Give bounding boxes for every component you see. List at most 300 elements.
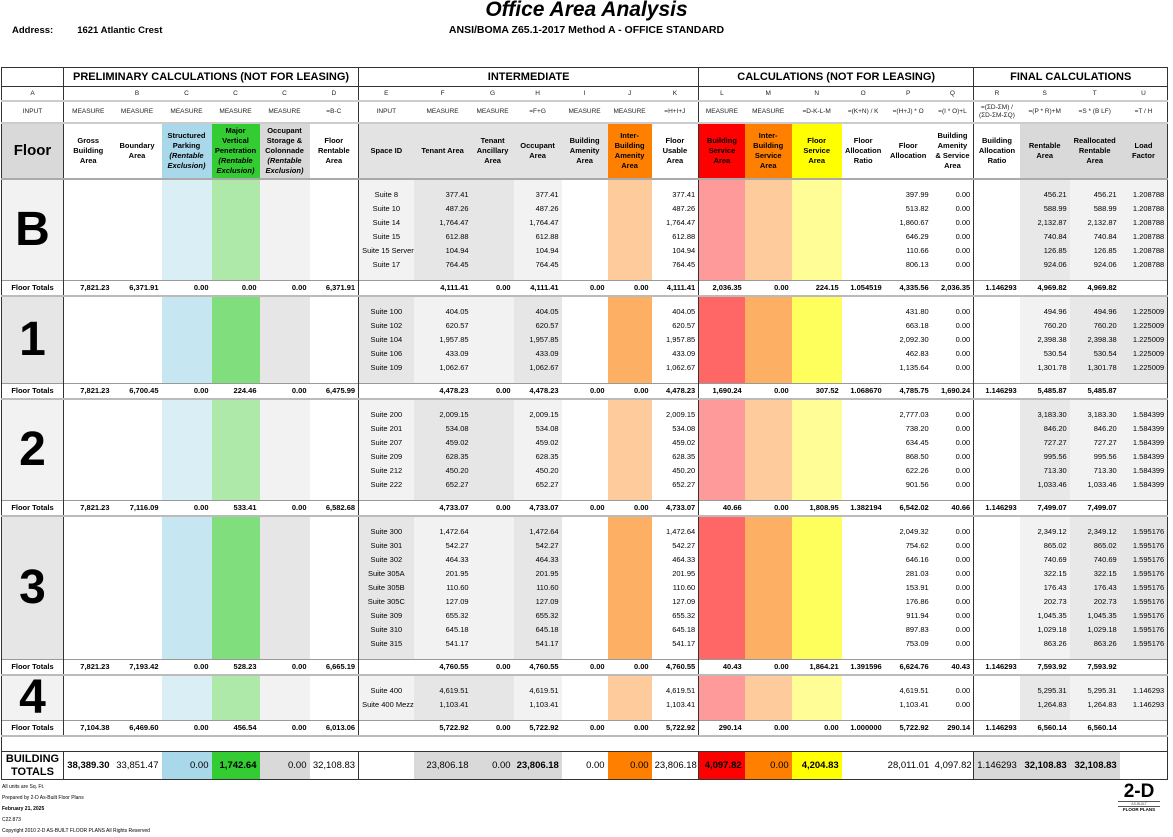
- cell-space: Suite 102: [359, 319, 414, 333]
- cell-storage: [260, 623, 310, 637]
- cell-rent: 494.96: [1020, 305, 1070, 319]
- cell-space: Suite 109: [359, 361, 414, 375]
- cell-rent: 846.20: [1020, 422, 1070, 436]
- cell-fsvc: [792, 258, 842, 272]
- cell-falloc: 2,049.32: [899, 527, 929, 536]
- cell-ancil: [472, 684, 514, 698]
- total-oratio: 1.382194: [842, 501, 885, 517]
- spacer-cell: [1070, 272, 1120, 281]
- spacer-cell: [1020, 272, 1070, 281]
- spacer-cell: [745, 516, 792, 525]
- cell-boundary: [113, 525, 162, 539]
- spacer-cell: [64, 651, 113, 660]
- cell-gross: [64, 464, 113, 478]
- building-total-mvp: 1,742.64: [212, 752, 260, 780]
- suite-row: [2, 567, 1168, 581]
- cell-space: Suite 106: [359, 347, 414, 361]
- cell-frent: [310, 305, 359, 319]
- spacer-cell: [260, 675, 310, 684]
- cell-bsvc: [699, 609, 745, 623]
- cell-tenant: 110.60: [414, 581, 472, 595]
- spacer-cell: [514, 675, 562, 684]
- spacer-cell: [113, 712, 162, 721]
- building-total-frent: 32,108.83: [310, 752, 359, 780]
- cell-bratio: [974, 464, 1020, 478]
- spacer-cell: [932, 296, 974, 305]
- suite-row: [2, 478, 1168, 492]
- cell-iamen: [608, 539, 652, 553]
- cell-mvp: [212, 478, 260, 492]
- cell-usable: 655.32: [652, 609, 699, 623]
- total-storage: 0.00: [260, 721, 310, 737]
- logo-main: 2-D: [1123, 781, 1155, 802]
- cell-iamen: [608, 408, 652, 422]
- cell-gross: [64, 258, 113, 272]
- spacer-cell: [652, 179, 699, 188]
- total-rent: 5,485.87: [1020, 384, 1070, 400]
- cell-lf: 1.595176: [1120, 525, 1168, 539]
- spacer-cell: [359, 516, 414, 525]
- spacer-cell: [113, 179, 162, 188]
- cell-isvc: [745, 595, 792, 609]
- column-formula: =(K+N) / K: [842, 101, 885, 123]
- cell-mvp: [212, 567, 260, 581]
- cell-oratio: [842, 361, 885, 375]
- cell-isvc: [745, 525, 792, 539]
- total-falloc: 6,624.76: [885, 660, 932, 676]
- cell-ancil: [472, 216, 514, 230]
- suite-row: [2, 244, 1168, 258]
- building-total-boundary: 33,851.47: [113, 752, 162, 780]
- cell-realloc: 2,132.87: [1070, 216, 1120, 230]
- floor-totals-label: Floor Totals: [2, 721, 64, 737]
- floor-totals-row: [2, 501, 1168, 517]
- total-bsvc: 40.43: [699, 660, 745, 676]
- cell-rent: 322.15: [1020, 567, 1070, 581]
- cell-boundary: [113, 464, 162, 478]
- cell-amsvc: 0.00: [932, 581, 974, 595]
- cell-space: Suite 300: [359, 525, 414, 539]
- cell-occ: 655.32: [514, 609, 562, 623]
- cell-usable: 464.33: [652, 553, 699, 567]
- cell-mvp: [212, 305, 260, 319]
- spacer-cell: [562, 651, 608, 660]
- cell-isvc: [745, 244, 792, 258]
- cell-amen: [562, 319, 608, 333]
- total-lf: [1120, 660, 1168, 676]
- cell-usable: 645.18: [652, 623, 699, 637]
- header-label: Building Allocation Ratio: [978, 136, 1016, 165]
- cell-space: Suite 400: [359, 684, 414, 698]
- cell-boundary: [113, 450, 162, 464]
- spacer-cell: [842, 651, 885, 660]
- cell-rent: 2,398.38: [1020, 333, 1070, 347]
- total-usable: 4,760.55: [652, 660, 699, 676]
- cell-frent: [310, 525, 359, 539]
- cell-oratio: [842, 305, 885, 319]
- cell-frent: [310, 202, 359, 216]
- cell-ancil: [472, 244, 514, 258]
- header-realloc: [1070, 123, 1120, 179]
- cell-realloc: 1,301.78: [1070, 361, 1120, 375]
- cell-oratio: [842, 464, 885, 478]
- suite-row: [2, 202, 1168, 216]
- header-label: Occupant Area: [520, 141, 555, 160]
- cell-lf: 1.208788: [1120, 230, 1168, 244]
- total-gross: 7,821.23: [64, 384, 113, 400]
- cell-tenant: 628.35: [414, 450, 472, 464]
- building-total-ancil: 0.00: [472, 752, 514, 780]
- cell-bratio: [974, 258, 1020, 272]
- cell-tenant: 542.27: [414, 539, 472, 553]
- cell-parking: [162, 408, 212, 422]
- cell-usable: 450.20: [652, 464, 699, 478]
- logo-bottom: FLOOR PLANS: [1122, 807, 1156, 812]
- header-label: Rentable Area: [1028, 141, 1061, 160]
- cell-realloc: 176.43: [1070, 581, 1120, 595]
- spacer-cell: [932, 179, 974, 188]
- spacer-cell: [562, 179, 608, 188]
- suite-row: [2, 230, 1168, 244]
- cell-isvc: [745, 436, 792, 450]
- cell-tenant: 201.95: [414, 567, 472, 581]
- total-ancil: 0.00: [472, 384, 514, 400]
- spacer-cell: [414, 712, 472, 721]
- cell-fsvc: [792, 450, 842, 464]
- building-total-realloc: 32,108.83: [1070, 752, 1120, 780]
- column-letter: F: [414, 87, 472, 102]
- spacer-cell: [1020, 296, 1070, 305]
- cell-falloc: 1,860.67: [899, 218, 929, 227]
- cell-occ: 764.45: [514, 258, 562, 272]
- cell-isvc: [745, 684, 792, 698]
- cell-amsvc: 0.00: [932, 319, 974, 333]
- cell-tenant: 1,062.67: [414, 361, 472, 375]
- spacer-cell: [974, 675, 1020, 684]
- column-formula: INPUT: [359, 101, 414, 123]
- cell-amsvc: 0.00: [932, 361, 974, 375]
- cell-falloc: 1,103.41: [899, 700, 929, 709]
- cell-gross: [64, 581, 113, 595]
- spacer-cell: [608, 179, 652, 188]
- spacer-cell: [1120, 712, 1168, 721]
- total-falloc: 6,542.02: [885, 501, 932, 517]
- header-tenant: [414, 123, 472, 179]
- cell-ancil: [472, 436, 514, 450]
- cell-storage: [260, 553, 310, 567]
- spacer-cell: [1070, 375, 1120, 384]
- column-formula: =F+G: [514, 101, 562, 123]
- cell-occ: 1,957.85: [514, 333, 562, 347]
- suite-row: [2, 436, 1168, 450]
- cell-oratio: [842, 216, 885, 230]
- cell-falloc: 634.45: [905, 438, 929, 447]
- total-frent: 6,371.91: [310, 281, 359, 297]
- cell-lf: 1.584399: [1120, 408, 1168, 422]
- column-letter: [64, 87, 113, 102]
- cell-fsvc: [792, 361, 842, 375]
- cell-iamen: [608, 258, 652, 272]
- cell-rent: 740.84: [1020, 230, 1070, 244]
- cell-frent: [310, 333, 359, 347]
- total-amsvc: 40.66: [932, 501, 974, 517]
- cell-bratio: [974, 422, 1020, 436]
- cell-rent: 1,264.83: [1020, 698, 1070, 712]
- column-letter: T: [1070, 87, 1120, 102]
- spacer-cell: [359, 272, 414, 281]
- cell-boundary: [113, 230, 162, 244]
- cell-mvp: [212, 422, 260, 436]
- total-isvc: 0.00: [745, 384, 792, 400]
- header-label: Occupant Storage & Colonnade: [265, 126, 304, 155]
- total-space: [359, 281, 414, 297]
- cell-gross: [64, 216, 113, 230]
- cell-parking: [162, 595, 212, 609]
- cell-fsvc: [792, 305, 842, 319]
- cell-space: Suite 100: [359, 305, 414, 319]
- cell-usable: 104.94: [652, 244, 699, 258]
- spacer-cell: [472, 399, 514, 408]
- total-space: [359, 721, 414, 737]
- cell-usable: 612.88: [652, 230, 699, 244]
- cell-frent: [310, 347, 359, 361]
- spacer-cell: [310, 712, 359, 721]
- spacer-cell: [792, 712, 842, 721]
- floor-totals-label: Floor Totals: [2, 501, 64, 517]
- spacer-cell: [64, 272, 113, 281]
- spacer-cell: [842, 712, 885, 721]
- spacer-cell: [974, 272, 1020, 281]
- cell-occ: 1,764.47: [514, 216, 562, 230]
- cell-falloc: 176.86: [905, 597, 929, 606]
- spacer-cell: [472, 296, 514, 305]
- cell-realloc: 760.20: [1070, 319, 1120, 333]
- spacer-cell: [699, 179, 745, 188]
- cell-isvc: [745, 637, 792, 651]
- cell-oratio: [842, 478, 885, 492]
- column-formula: MEASURE: [562, 101, 608, 123]
- total-parking: 0.00: [162, 384, 212, 400]
- cell-fsvc: [792, 623, 842, 637]
- spacer-cell: [652, 651, 699, 660]
- spacer-cell: [64, 516, 113, 525]
- cell-parking: [162, 567, 212, 581]
- total-usable: 5,722.92: [652, 721, 699, 737]
- header-label: Floor: [13, 142, 52, 159]
- cell-frent: [310, 539, 359, 553]
- cell-lf: 1.595176: [1120, 539, 1168, 553]
- cell-mvp: [212, 464, 260, 478]
- cell-bsvc: [699, 539, 745, 553]
- spacer-cell: [745, 179, 792, 188]
- spacer-cell: [1070, 675, 1120, 684]
- cell-storage: [260, 230, 310, 244]
- cell-storage: [260, 216, 310, 230]
- cell-lf: 1.225009: [1120, 305, 1168, 319]
- cell-occ: 628.35: [514, 450, 562, 464]
- cell-tenant: 433.09: [414, 347, 472, 361]
- cell-boundary: [113, 698, 162, 712]
- cell-gross: [64, 333, 113, 347]
- spacer-cell: [212, 651, 260, 660]
- cell-bsvc: [699, 244, 745, 258]
- cell-usable: 110.60: [652, 581, 699, 595]
- cell-falloc: 753.09: [905, 639, 929, 648]
- cell-realloc: 1,045.35: [1070, 609, 1120, 623]
- cell-occ: 620.57: [514, 319, 562, 333]
- spacer-cell: [974, 179, 1020, 188]
- cell-realloc: 865.02: [1070, 539, 1120, 553]
- cell-rent: 126.85: [1020, 244, 1070, 258]
- cell-lf: 1.225009: [1120, 333, 1168, 347]
- header-rent: [1020, 123, 1070, 179]
- cell-mvp: [212, 408, 260, 422]
- cell-isvc: [745, 230, 792, 244]
- total-lf: [1120, 501, 1168, 517]
- total-amen: 0.00: [562, 281, 608, 297]
- cell-gross: [64, 230, 113, 244]
- cell-occ: 4,619.51: [514, 684, 562, 698]
- building-total-lf: [1120, 752, 1168, 780]
- building-total-space: [359, 752, 414, 780]
- suite-row: [2, 450, 1168, 464]
- cell-boundary: [113, 581, 162, 595]
- total-space: [359, 501, 414, 517]
- spacer-cell: [162, 651, 212, 660]
- cell-iamen: [608, 595, 652, 609]
- total-gross: 7,821.23: [64, 281, 113, 297]
- header-label: Boundary Area: [119, 141, 155, 160]
- spacer-cell: [699, 399, 745, 408]
- spacer-cell: [514, 516, 562, 525]
- cell-lf: 1.584399: [1120, 422, 1168, 436]
- header-parking: [162, 123, 212, 179]
- column-formula: =D-K-L-M: [792, 101, 842, 123]
- building-total-falloc: 28,011.01: [885, 752, 932, 780]
- cell-space: Suite 305B: [359, 581, 414, 595]
- cell-storage: [260, 436, 310, 450]
- column-letter: P: [885, 87, 932, 102]
- spacer-cell: [1020, 651, 1070, 660]
- total-fsvc: 307.52: [792, 384, 842, 400]
- cell-lf: 1.225009: [1120, 361, 1168, 375]
- spacer-cell: [162, 516, 212, 525]
- cell-isvc: [745, 609, 792, 623]
- column-formula: =T / H: [1120, 101, 1168, 123]
- cell-iamen: [608, 698, 652, 712]
- cell-gross: [64, 361, 113, 375]
- cell-falloc: 2,777.03: [899, 410, 929, 419]
- cell-lf: 1.584399: [1120, 464, 1168, 478]
- spacer-cell: [113, 399, 162, 408]
- spacer-cell: [1020, 399, 1070, 408]
- total-amsvc: 40.43: [932, 660, 974, 676]
- spacer-cell: [699, 272, 745, 281]
- cell-oratio: [842, 347, 885, 361]
- cell-parking: [162, 258, 212, 272]
- spacer-cell: [932, 492, 974, 501]
- spacer-cell: [974, 712, 1020, 721]
- total-boundary: 6,700.45: [113, 384, 162, 400]
- header-label: Structured Parking: [167, 131, 206, 150]
- cell-storage: [260, 244, 310, 258]
- column-formula: MEASURE: [260, 101, 310, 123]
- cell-isvc: [745, 464, 792, 478]
- cell-bsvc: [699, 216, 745, 230]
- spacer-cell: [792, 492, 842, 501]
- cell-bratio: [974, 698, 1020, 712]
- cell-realloc: 126.85: [1070, 244, 1120, 258]
- spacer-cell: [842, 675, 885, 684]
- cell-usable: 764.45: [652, 258, 699, 272]
- cell-realloc: 1,029.18: [1070, 623, 1120, 637]
- cell-iamen: [608, 553, 652, 567]
- cell-boundary: [113, 202, 162, 216]
- cell-gross: [64, 595, 113, 609]
- spacer-cell: [652, 516, 699, 525]
- spacer-cell: [472, 712, 514, 721]
- total-fsvc: 224.15: [792, 281, 842, 297]
- spacer-cell: [932, 516, 974, 525]
- floor-totals-row: [2, 721, 1168, 737]
- cell-boundary: [113, 361, 162, 375]
- total-iamen: 0.00: [608, 660, 652, 676]
- total-falloc: 5,722.92: [885, 721, 932, 737]
- cell-gross: [64, 305, 113, 319]
- cell-frent: [310, 258, 359, 272]
- cell-gross: [64, 408, 113, 422]
- spacer-cell: [162, 179, 212, 188]
- cell-bsvc: [699, 478, 745, 492]
- spacer-cell: [885, 651, 932, 660]
- suite-row: [2, 623, 1168, 637]
- cell-space: Suite 15: [359, 230, 414, 244]
- spacer-cell: [1020, 516, 1070, 525]
- cell-amen: [562, 581, 608, 595]
- spacer-cell: [260, 492, 310, 501]
- cell-storage: [260, 333, 310, 347]
- cell-isvc: [745, 258, 792, 272]
- cell-tenant: 2,009.15: [414, 408, 472, 422]
- cell-frent: [310, 581, 359, 595]
- header-label: Major Vertical Penetration: [214, 126, 257, 155]
- spacer-cell: [310, 375, 359, 384]
- cell-boundary: [113, 408, 162, 422]
- column-letter: C: [162, 87, 212, 102]
- section-preliminary: PRELIMINARY CALCULATIONS (NOT FOR LEASING): [64, 68, 359, 87]
- cell-space: Suite 310: [359, 623, 414, 637]
- cell-gross: [64, 347, 113, 361]
- cell-space: Suite 222: [359, 478, 414, 492]
- spacer-cell: [745, 399, 792, 408]
- header-label: Tenant Area: [421, 146, 464, 155]
- cell-space: Suite 200: [359, 408, 414, 422]
- cell-gross: [64, 436, 113, 450]
- suite-row: [2, 464, 1168, 478]
- header-label: Floor Rentable Area: [317, 136, 350, 165]
- total-amsvc: 2,036.35: [932, 281, 974, 297]
- cell-amsvc: 0.00: [932, 684, 974, 698]
- cell-bsvc: [699, 258, 745, 272]
- column-formula: MEASURE: [162, 101, 212, 123]
- cell-fsvc: [792, 637, 842, 651]
- cell-amen: [562, 525, 608, 539]
- cell-oratio: [842, 230, 885, 244]
- cell-bsvc: [699, 684, 745, 698]
- cell-mvp: [212, 581, 260, 595]
- column-formula: MEASURE: [745, 101, 792, 123]
- cell-lf: 1.146293: [1120, 684, 1168, 698]
